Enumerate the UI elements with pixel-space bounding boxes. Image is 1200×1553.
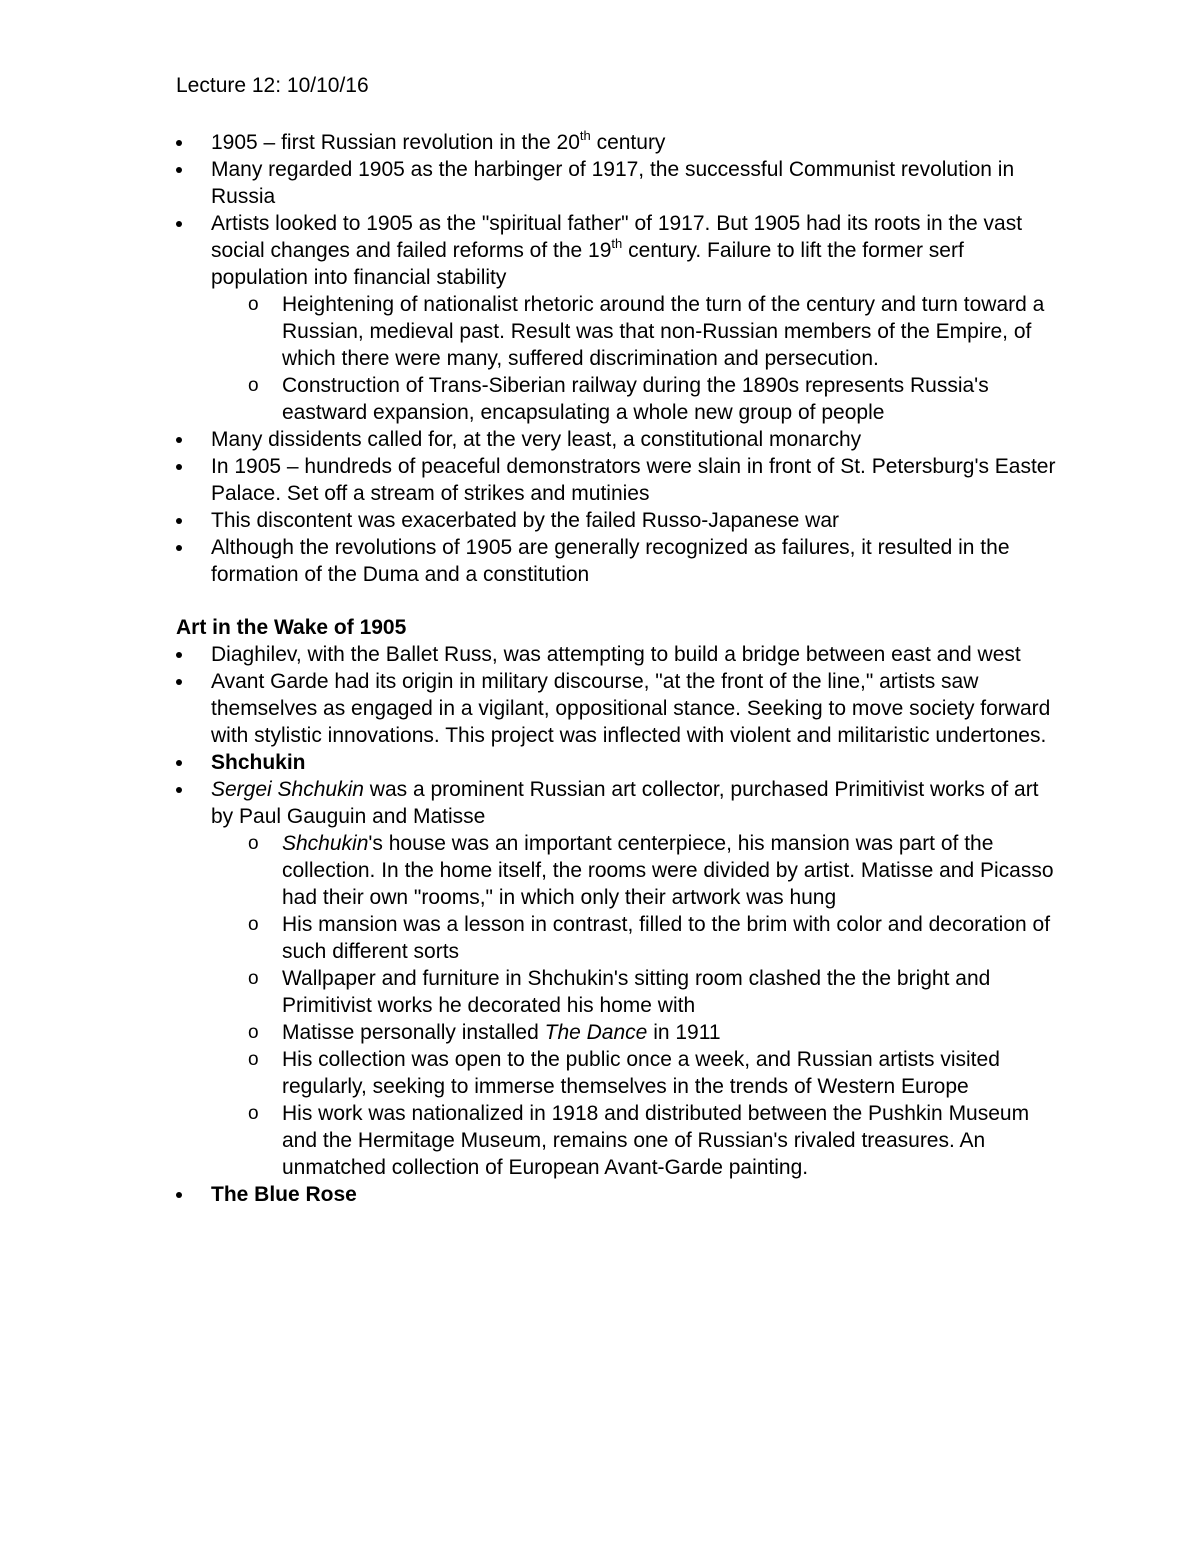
item-text: Diaghilev, with the Ballet Russ, was attempting to build a bridge between east and west — [211, 643, 1021, 666]
bullet-icon — [176, 787, 182, 793]
item-text: Artists looked to 1905 as the "spiritual father" of 1917. But 1905 had its roots in the vast social changes and failed reforms of the 19 — [211, 212, 1023, 262]
bullet-icon — [176, 760, 182, 766]
item-text: Heightening of nationalist rhetoric around the turn of the century and turn toward a Russian, medieval past. Result was that non-Russian members of the Empire, of which there were many, suffered discrimination and persecution. — [282, 293, 1045, 370]
item-text: 's house was an important centerpiece, his mansion was part of the collection. In the home itself, the rooms were divided by artist. Matisse and Picasso had their own "rooms," in which only their artwork was hung — [282, 832, 1054, 909]
item-text: His work was nationalized in 1918 and distributed between the Pushkin Museum and the Hermitage Museum, remains one of Russian's rivaled treasures. An unmatched collection of European Avant-Garde painting. — [282, 1102, 1030, 1179]
item-text: Avant Garde had its origin in military discourse, "at the front of the line," artists saw themselves as engaged in a vigilant, oppositional stance. Seeking to move society forward with stylistic innovations. This project was inflected with violent and militaristic undertones. — [211, 670, 1051, 747]
list-item — [176, 668, 1056, 749]
item-text-bold: Shchukin — [211, 751, 306, 774]
section1-list — [176, 129, 1056, 588]
item-text: In 1905 – hundreds of peaceful demonstrators were slain in front of St. Petersburg's Easter Palace. Set off a stream of strikes and mutinies — [211, 455, 1056, 505]
bullet-icon — [176, 221, 182, 227]
bullet-icon — [176, 167, 182, 173]
sub-bullet-icon: o — [248, 1022, 259, 1043]
bullet-icon — [176, 679, 182, 685]
list-item — [176, 426, 1056, 453]
item-text: was a prominent Russian art collector, purchased Primitivist works of art by Paul Gauguin and Matisse — [211, 778, 1039, 828]
item-text: This discontent was exacerbated by the failed Russo-Japanese war — [211, 509, 840, 532]
document-body — [176, 72, 1056, 1208]
section-heading: Art in the Wake of 1905 — [176, 616, 407, 639]
sub-bullet-icon: o — [248, 1103, 259, 1124]
list-item — [176, 749, 1056, 776]
item-text: His collection was open to the public once a week, and Russian artists visited regularly, seeking to immerse themselves in the trends of Western Europe — [282, 1048, 1000, 1098]
sub-list-item — [176, 830, 1056, 911]
superscript: th — [611, 236, 623, 251]
bullet-icon — [176, 652, 182, 658]
sub-list-item — [176, 911, 1056, 965]
list-item — [176, 129, 1056, 156]
italic-text: The Dance — [544, 1021, 648, 1044]
list-item — [176, 507, 1056, 534]
italic-text: Shchukin — [282, 832, 369, 855]
item-text: Although the revolutions of 1905 are generally recognized as failures, it resulted in the formation of the Duma and a constitution — [211, 536, 1010, 586]
sub-bullet-icon: o — [248, 968, 259, 989]
sub-bullet-icon: o — [248, 914, 259, 935]
list-item — [176, 534, 1056, 588]
item-text: Matisse personally installed — [282, 1021, 545, 1044]
sub-list-item — [176, 1100, 1056, 1181]
sub-list — [211, 291, 1056, 426]
sub-list-item — [176, 1046, 1056, 1100]
item-text: Wallpaper and furniture in Shchukin's sitting room clashed the the bright and Primitivist works he decorated his home with — [282, 967, 991, 1017]
list-item — [176, 210, 1056, 426]
item-text: Many regarded 1905 as the harbinger of 1917, the successful Communist revolution in Russia — [211, 158, 1015, 208]
item-text: Many dissidents called for, at the very least, a constitutional monarchy — [211, 428, 862, 451]
lecture-title: Lecture 12: 10/10/16 — [176, 74, 369, 97]
item-text-bold: The Blue Rose — [211, 1183, 357, 1206]
superscript: th — [579, 128, 591, 143]
bullet-icon — [176, 1192, 182, 1198]
item-text: in 1911 — [647, 1021, 721, 1044]
section2-list — [176, 641, 1056, 1208]
bullet-icon — [176, 518, 182, 524]
sub-list-item — [176, 291, 1056, 372]
bullet-icon — [176, 140, 182, 146]
sub-bullet-icon: o — [248, 294, 259, 315]
sub-list-item — [176, 965, 1056, 1019]
sub-list-item — [176, 372, 1056, 426]
list-item — [176, 776, 1056, 1181]
list-item — [176, 1181, 1056, 1208]
item-text: century — [590, 131, 666, 154]
sub-bullet-icon: o — [248, 833, 259, 854]
bullet-icon — [176, 545, 182, 551]
bullet-icon — [176, 464, 182, 470]
item-text: 1905 – first Russian revolution in the 20 — [211, 131, 580, 154]
item-text: His mansion was a lesson in contrast, filled to the brim with color and decoration of such different sorts — [282, 913, 1051, 963]
list-item — [176, 453, 1056, 507]
item-text: Construction of Trans-Siberian railway during the 1890s represents Russia's eastward expansion, encapsulating a whole new group of people — [282, 374, 989, 424]
italic-text: Sergei Shchukin — [211, 778, 364, 801]
sub-list — [211, 830, 1056, 1181]
list-item — [176, 641, 1056, 668]
item-text: century. Failure to lift the former serf population into financial stability — [211, 239, 964, 289]
bullet-icon — [176, 437, 182, 443]
sub-bullet-icon: o — [248, 375, 259, 396]
sub-list-item — [176, 1019, 1056, 1046]
sub-bullet-icon: o — [248, 1049, 259, 1070]
list-item — [176, 156, 1056, 210]
